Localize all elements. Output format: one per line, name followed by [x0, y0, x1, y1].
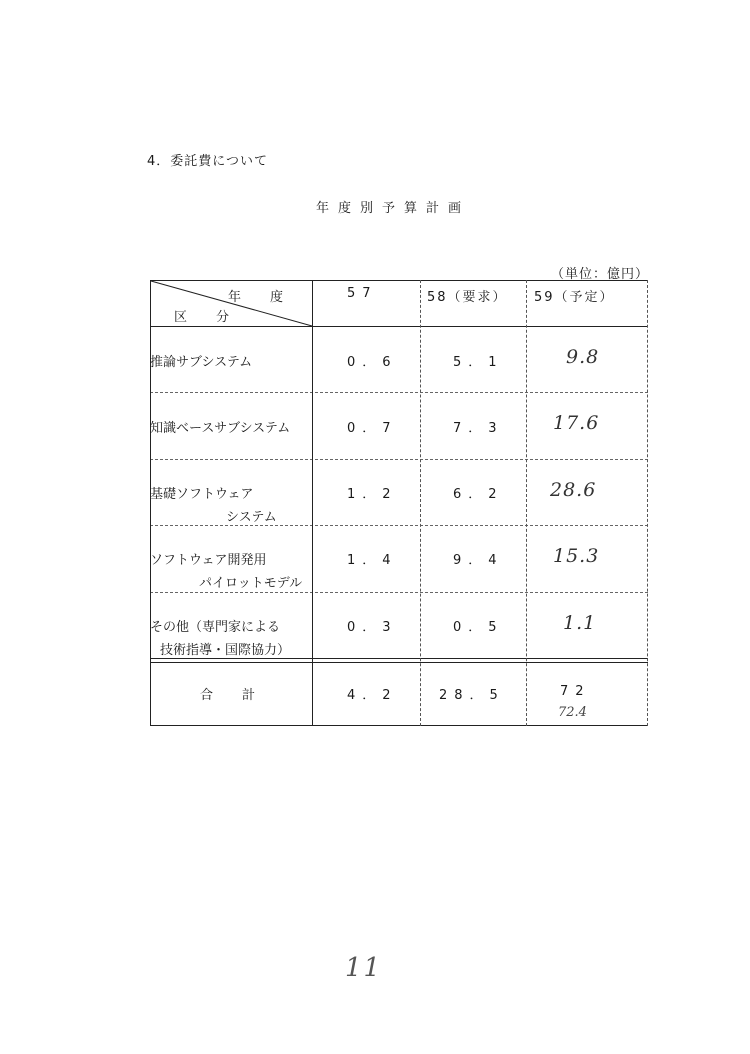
total-57: 4．2 [347, 688, 398, 703]
row-label: その他（専門家による [150, 620, 281, 635]
row-label: 基礎ソフトウェア [150, 487, 254, 502]
table-title: 年度別予算計画 [316, 201, 471, 216]
row-divider [150, 525, 648, 526]
cell-57: 0．6 [347, 355, 398, 370]
row-label: 推論サブシステム [150, 355, 253, 370]
cell-59-handwritten: 15.3 [553, 545, 600, 567]
budget-table [150, 280, 648, 726]
header-category-label: 区 分 [174, 310, 238, 325]
cell-58: 5．1 [453, 355, 504, 370]
cell-58: 6．2 [453, 487, 504, 502]
total-divider [150, 658, 648, 659]
cell-57: 1．2 [347, 487, 398, 502]
cell-57: 1．4 [347, 553, 398, 568]
cell-59-handwritten: 28.6 [550, 479, 597, 501]
cell-59-handwritten: 17.6 [553, 412, 600, 434]
cell-59-handwritten: 9.8 [566, 346, 600, 368]
cell-59-handwritten: 1.1 [563, 612, 597, 634]
row-label-line2: 技術指導・国際協力） [160, 643, 291, 658]
row-divider [150, 392, 648, 393]
cell-57: 0．3 [347, 620, 398, 635]
cell-58: 0．5 [453, 620, 504, 635]
header-col-58: 58（要求） [427, 290, 508, 305]
row-label-line2: パイロットモデル [199, 576, 303, 591]
table-border-bottom [150, 725, 648, 726]
cell-57: 0．7 [347, 421, 398, 436]
column-divider [312, 280, 313, 726]
row-label-line2: システム [226, 510, 277, 525]
total-label: 合 計 [200, 688, 264, 703]
row-label: ソフトウェア開発用 [150, 553, 267, 568]
row-divider [150, 459, 648, 460]
unit-label: （単位：億円） [551, 267, 650, 282]
column-divider [526, 280, 527, 726]
row-label: 知識ベースサブシステム [150, 421, 291, 436]
total-divider-double [150, 662, 648, 663]
page-number: 11 [345, 953, 383, 983]
table-border-left [150, 280, 151, 726]
total-59: 72 [560, 684, 591, 699]
cell-58: 7．3 [453, 421, 504, 436]
header-year-label: 年 度 [228, 290, 292, 305]
header-col-57: 57 [347, 286, 378, 301]
section-title: 4．委託費について [147, 154, 269, 169]
header-col-59: 59（予定） [534, 290, 615, 305]
total-59-handwritten: 72.4 [558, 705, 587, 720]
total-58: 28．5 [439, 688, 505, 703]
table-border-right [647, 280, 648, 726]
cell-58: 9．4 [453, 553, 504, 568]
row-divider [150, 592, 648, 593]
column-divider [420, 280, 421, 726]
